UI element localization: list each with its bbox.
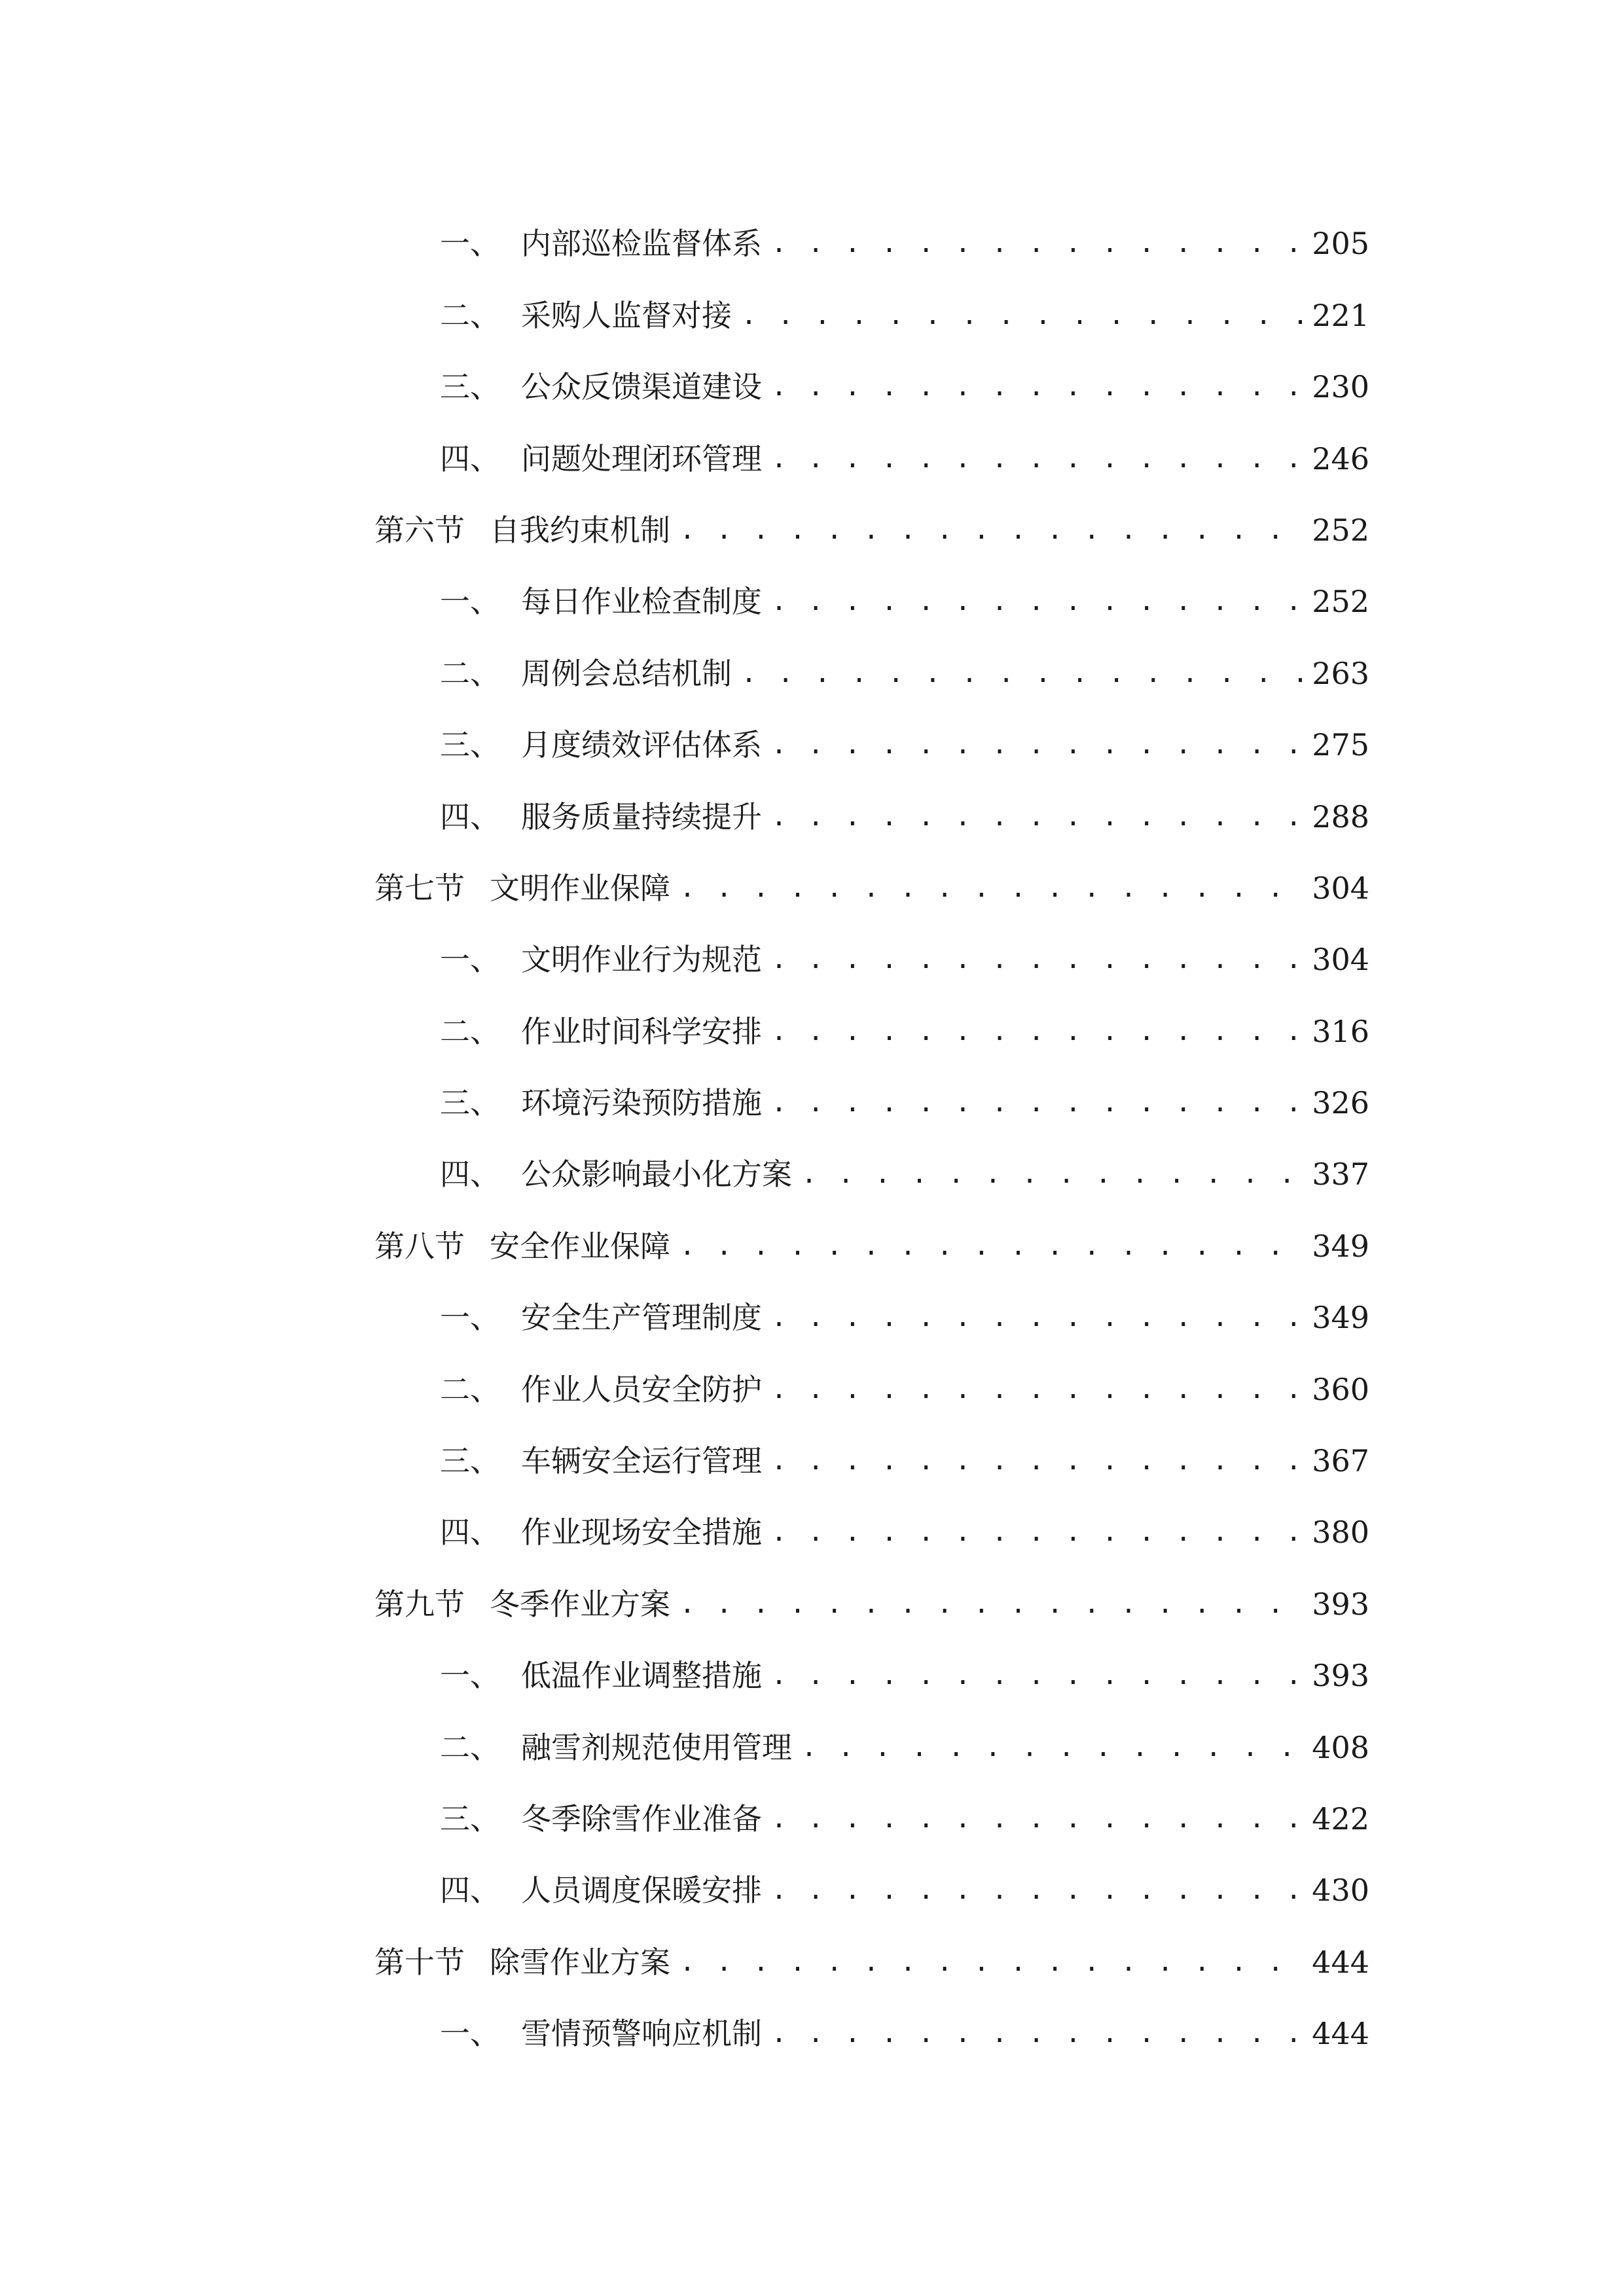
toc-entry-page: 304 bbox=[1312, 942, 1369, 978]
toc-entry-number: 四、 bbox=[440, 1873, 500, 1909]
toc-entry-title: 服务质量持续提升 bbox=[521, 798, 762, 834]
toc-entry-number: 三、 bbox=[440, 1085, 500, 1121]
toc-entry-title: 采购人监督对接 bbox=[521, 297, 732, 333]
toc-entry[interactable] bbox=[374, 406, 1369, 478]
toc-section-number: 第六节 bbox=[374, 512, 465, 548]
toc-entry-label bbox=[374, 1227, 670, 1266]
toc-entry-page: 326 bbox=[1312, 1085, 1369, 1121]
toc-entry-title: 每日作业检查制度 bbox=[521, 584, 762, 620]
toc-entry-number: 四、 bbox=[440, 1157, 500, 1193]
toc-entry-number: 二、 bbox=[440, 1371, 500, 1407]
toc-entry-title: 融雪剂规范使用管理 bbox=[521, 1729, 792, 1765]
toc-entry-title: 内部巡检监督体系 bbox=[521, 226, 762, 262]
toc-entry-page: 252 bbox=[1312, 512, 1369, 548]
dot-leader bbox=[771, 1656, 1304, 1695]
toc-entry-page: 349 bbox=[1312, 1228, 1369, 1264]
toc-entry-title: 周例会总结机制 bbox=[521, 655, 732, 691]
toc-entry-label bbox=[374, 511, 670, 550]
toc-entry-title: 车辆安全运行管理 bbox=[521, 1443, 762, 1479]
toc-section-entry[interactable] bbox=[374, 478, 1369, 550]
toc-entry-number: 一、 bbox=[440, 942, 500, 978]
dot-leader bbox=[771, 940, 1304, 979]
toc-entry-page: 337 bbox=[1312, 1157, 1369, 1193]
toc-entry-page: 430 bbox=[1312, 1873, 1369, 1909]
toc-entry-page: 221 bbox=[1312, 297, 1369, 333]
toc-section-entry[interactable] bbox=[374, 1194, 1369, 1265]
toc-entry-title: 雪情预警响应机制 bbox=[521, 2016, 762, 2052]
toc-entry-title: 冬季除雪作业准备 bbox=[521, 1801, 762, 1837]
toc-entry-number: 一、 bbox=[440, 226, 500, 262]
toc-entry-label bbox=[374, 1728, 792, 1767]
dot-leader bbox=[771, 224, 1304, 263]
dot-leader bbox=[771, 1441, 1304, 1480]
dot-leader bbox=[679, 511, 1304, 550]
table-of-contents bbox=[374, 192, 1369, 2053]
toc-entry[interactable] bbox=[374, 1695, 1369, 1767]
toc-entry[interactable] bbox=[374, 621, 1369, 692]
dot-leader bbox=[771, 1370, 1304, 1409]
toc-entry-page: 252 bbox=[1312, 584, 1369, 620]
toc-entry-label bbox=[374, 1441, 762, 1480]
toc-entry-page: 408 bbox=[1312, 1729, 1369, 1765]
toc-entry[interactable] bbox=[374, 1122, 1369, 1194]
dot-leader bbox=[801, 1728, 1304, 1767]
toc-entry-page: 205 bbox=[1312, 226, 1369, 262]
toc-entry-title: 作业人员安全防护 bbox=[521, 1371, 762, 1407]
toc-entry-title: 环境污染预防措施 bbox=[521, 1085, 762, 1121]
toc-entry-label bbox=[374, 367, 762, 406]
toc-entry-number: 四、 bbox=[440, 1515, 500, 1551]
toc-entry-number: 三、 bbox=[440, 1801, 500, 1837]
dot-leader bbox=[771, 725, 1304, 764]
toc-entry-label bbox=[374, 1585, 670, 1624]
dot-leader bbox=[771, 1012, 1304, 1051]
toc-entry-label bbox=[374, 1370, 762, 1409]
toc-entry[interactable] bbox=[374, 335, 1369, 406]
toc-entry[interactable] bbox=[374, 1266, 1369, 1337]
dot-leader bbox=[771, 582, 1304, 621]
dot-leader bbox=[771, 367, 1304, 406]
toc-entry-page: 230 bbox=[1312, 369, 1369, 405]
dot-leader bbox=[679, 1227, 1304, 1266]
toc-entry-title: 公众影响最小化方案 bbox=[521, 1157, 792, 1193]
dot-leader bbox=[679, 1943, 1304, 1982]
toc-entry-label bbox=[374, 582, 762, 621]
toc-entry-page: 288 bbox=[1312, 798, 1369, 834]
toc-entry-label bbox=[374, 869, 670, 908]
toc-entry-number: 四、 bbox=[440, 798, 500, 834]
dot-leader bbox=[741, 296, 1304, 335]
toc-section-entry[interactable] bbox=[374, 1552, 1369, 1623]
toc-entry-title: 作业现场安全措施 bbox=[521, 1515, 762, 1551]
dot-leader bbox=[741, 654, 1304, 693]
toc-entry-label bbox=[374, 1943, 670, 1982]
toc-entry-label bbox=[374, 654, 732, 693]
toc-entry-label bbox=[374, 1083, 762, 1122]
toc-entry-label bbox=[374, 940, 762, 979]
toc-entry[interactable] bbox=[374, 979, 1369, 1050]
toc-entry[interactable] bbox=[374, 1409, 1369, 1480]
dot-leader bbox=[771, 1871, 1304, 1910]
toc-entry-page: 380 bbox=[1312, 1515, 1369, 1551]
toc-entry-number: 一、 bbox=[440, 584, 500, 620]
toc-entry-title: 文明作业行为规范 bbox=[521, 942, 762, 978]
toc-entry-label bbox=[374, 1513, 762, 1552]
toc-section-title: 文明作业保障 bbox=[490, 870, 670, 906]
toc-entry-label bbox=[374, 439, 762, 478]
dot-leader bbox=[771, 2014, 1304, 2053]
toc-entry-number: 二、 bbox=[440, 1013, 500, 1049]
toc-entry-number: 三、 bbox=[440, 369, 500, 405]
toc-entry-label bbox=[374, 797, 762, 836]
toc-entry-title: 问题处理闭环管理 bbox=[521, 440, 762, 476]
toc-entry-page: 444 bbox=[1312, 2016, 1369, 2052]
toc-entry-number: 一、 bbox=[440, 1300, 500, 1336]
dot-leader bbox=[679, 869, 1304, 908]
toc-entry-label bbox=[374, 725, 762, 764]
toc-entry[interactable] bbox=[374, 1480, 1369, 1552]
toc-entry-page: 393 bbox=[1312, 1586, 1369, 1622]
toc-entry-title: 作业时间科学安排 bbox=[521, 1013, 762, 1049]
toc-entry-title: 人员调度保暖安排 bbox=[521, 1873, 762, 1909]
toc-entry-title: 低温作业调整措施 bbox=[521, 1658, 762, 1694]
toc-entry-page: 275 bbox=[1312, 727, 1369, 763]
toc-entry-number: 二、 bbox=[440, 1729, 500, 1765]
toc-entry[interactable] bbox=[374, 550, 1369, 621]
toc-entry-number: 一、 bbox=[440, 1658, 500, 1694]
toc-entry-label bbox=[374, 1012, 762, 1051]
dot-leader bbox=[801, 1155, 1304, 1194]
toc-entry-label bbox=[374, 1799, 762, 1839]
toc-entry-page: 444 bbox=[1312, 1944, 1369, 1980]
dot-leader bbox=[771, 439, 1304, 478]
toc-entry[interactable] bbox=[374, 1624, 1369, 1695]
toc-entry-page: 360 bbox=[1312, 1371, 1369, 1407]
toc-entry-label bbox=[374, 1155, 792, 1194]
toc-entry-label bbox=[374, 296, 732, 335]
toc-entry-page: 393 bbox=[1312, 1658, 1369, 1694]
toc-entry[interactable] bbox=[374, 1051, 1369, 1122]
dot-leader bbox=[771, 1298, 1304, 1337]
toc-entry-page: 246 bbox=[1312, 440, 1369, 476]
toc-entry[interactable] bbox=[374, 908, 1369, 979]
toc-entry-page: 349 bbox=[1312, 1300, 1369, 1336]
dot-leader bbox=[771, 1513, 1304, 1552]
toc-entry-page: 304 bbox=[1312, 870, 1369, 906]
toc-entry-label bbox=[374, 1871, 762, 1910]
toc-section-title: 除雪作业方案 bbox=[490, 1944, 670, 1980]
toc-entry-label bbox=[374, 2014, 762, 2053]
toc-entry-label bbox=[374, 1656, 762, 1695]
toc-section-title: 冬季作业方案 bbox=[490, 1586, 670, 1622]
toc-section-number: 第八节 bbox=[374, 1228, 465, 1264]
toc-section-number: 第十节 bbox=[374, 1944, 465, 1980]
toc-section-entry[interactable] bbox=[374, 836, 1369, 908]
toc-entry[interactable] bbox=[374, 1839, 1369, 1910]
toc-section-title: 自我约束机制 bbox=[490, 512, 670, 548]
toc-section-entry[interactable] bbox=[374, 1910, 1369, 1981]
toc-entry-page: 367 bbox=[1312, 1443, 1369, 1479]
toc-entry-number: 一、 bbox=[440, 2016, 500, 2052]
toc-entry[interactable] bbox=[374, 764, 1369, 836]
toc-entry-number: 二、 bbox=[440, 655, 500, 691]
toc-entry-page: 263 bbox=[1312, 655, 1369, 691]
dot-leader bbox=[679, 1585, 1304, 1624]
toc-section-title: 安全作业保障 bbox=[490, 1228, 670, 1264]
toc-entry-number: 四、 bbox=[440, 440, 500, 476]
toc-entry[interactable] bbox=[374, 693, 1369, 764]
toc-section-number: 第九节 bbox=[374, 1586, 465, 1622]
toc-entry-page: 422 bbox=[1312, 1801, 1369, 1837]
dot-leader bbox=[771, 797, 1304, 836]
toc-entry[interactable] bbox=[374, 263, 1369, 334]
toc-section-number: 第七节 bbox=[374, 870, 465, 906]
dot-leader bbox=[771, 1083, 1304, 1122]
toc-entry[interactable] bbox=[374, 1767, 1369, 1839]
toc-entry-title: 公众反馈渠道建设 bbox=[521, 369, 762, 405]
toc-entry[interactable] bbox=[374, 1337, 1369, 1408]
toc-entry-label bbox=[374, 224, 762, 263]
toc-entry-label bbox=[374, 1298, 762, 1337]
toc-entry-title: 月度绩效评估体系 bbox=[521, 727, 762, 763]
toc-entry-number: 三、 bbox=[440, 1443, 500, 1479]
dot-leader bbox=[771, 1799, 1304, 1839]
toc-entry[interactable] bbox=[374, 1982, 1369, 2053]
toc-entry-number: 二、 bbox=[440, 297, 500, 333]
toc-entry-number: 三、 bbox=[440, 727, 500, 763]
toc-entry-page: 316 bbox=[1312, 1013, 1369, 1049]
toc-entry-title: 安全生产管理制度 bbox=[521, 1300, 762, 1336]
toc-entry[interactable] bbox=[374, 192, 1369, 263]
